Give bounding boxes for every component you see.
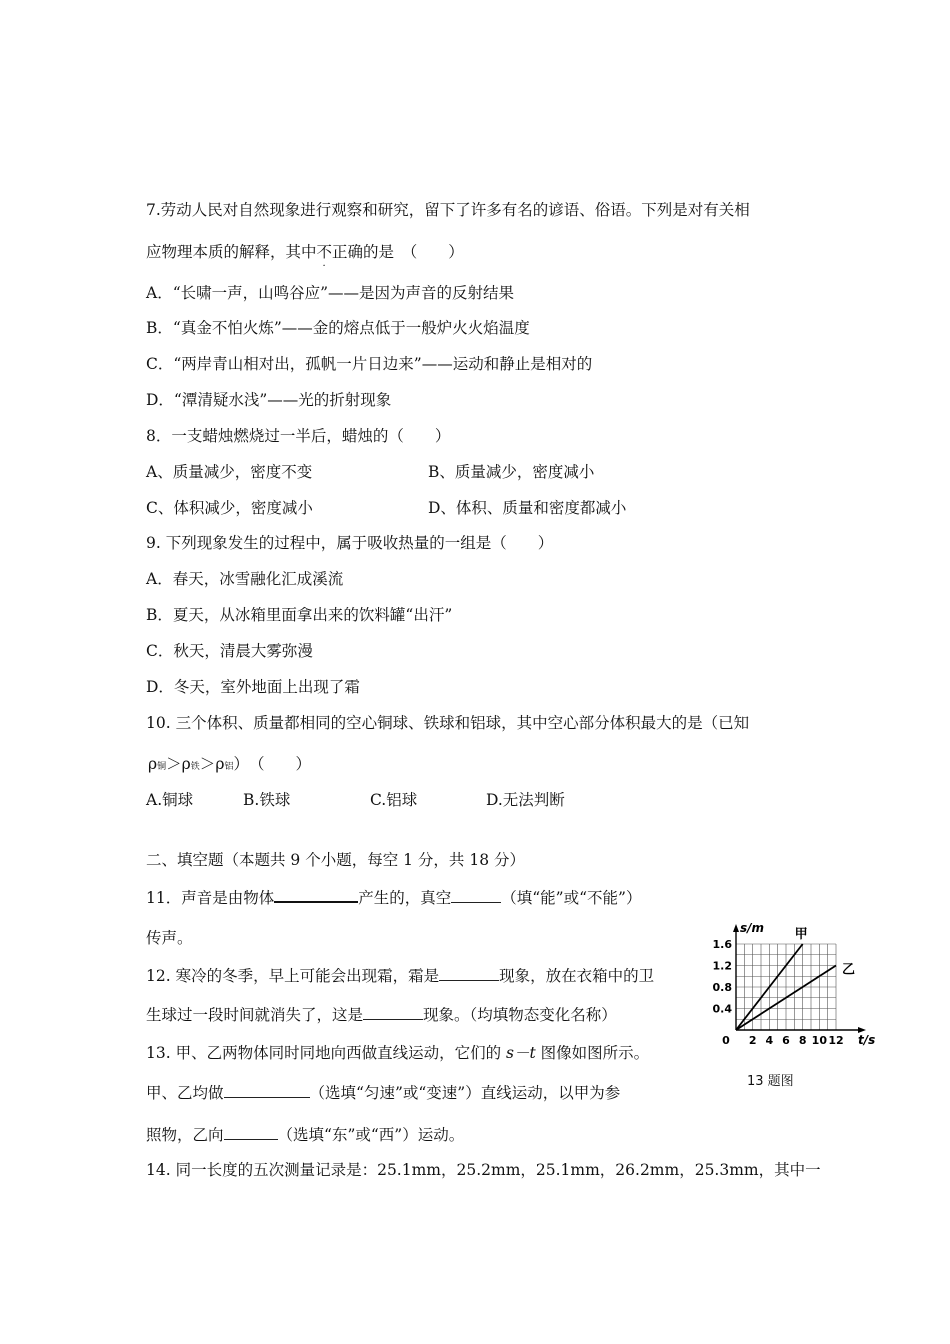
q10-option-c: C.铝球 <box>370 791 418 809</box>
y-tick-label: 1.2 <box>712 959 732 973</box>
q8-option-a: A、质量减少，密度不变 <box>146 463 313 481</box>
answer-blank[interactable] <box>439 965 499 981</box>
answer-blank[interactable] <box>224 1082 310 1098</box>
y-axis-arrow <box>733 924 739 932</box>
q13-text-d: （选填“匀速”或“变速”）直线运动，以甲为参 <box>309 1084 621 1102</box>
x-tick-label: 12 <box>828 1034 844 1047</box>
emphasized-word: 不 <box>316 243 333 261</box>
q12-text-b: 现象，放在衣箱中的卫 <box>499 967 655 985</box>
series-label-jia: 甲 <box>794 927 808 942</box>
section-heading: 二、填空题（本题共 9 个小题，每空 1 分，共 18 分） <box>146 851 526 869</box>
rho-subscript-aluminum: 铝 <box>224 762 234 772</box>
q12-line2 <box>146 1004 617 1025</box>
q11-text-b: 产生的，真空 <box>358 889 452 907</box>
q7-option-a: A．“长啸一声，山鸣谷应”——是因为声音的反射结果 <box>146 284 515 302</box>
graph-grid <box>736 944 836 1030</box>
origin-label: 0 <box>722 1034 730 1047</box>
q11-line2: 传声。 <box>146 929 193 947</box>
emphasis-dot: · <box>322 261 326 272</box>
y-tick-label: 0.4 <box>712 1002 732 1016</box>
y-axis-label: s/m <box>740 921 765 935</box>
q9-option-d: D．冬天，室外地面上出现了霜 <box>146 678 360 696</box>
q8-option-b: B、质量减少，密度减小 <box>428 463 595 481</box>
q7-stem-line1: 7.劳动人民对自然现象进行观察和研究，留下了许多有名的谚语、俗语。下列是对有关相 <box>146 201 750 219</box>
q13-line3 <box>146 1124 464 1145</box>
greater-than: ＞ <box>199 755 216 773</box>
q8-option-d: D、体积、质量和密度都减小 <box>428 499 627 517</box>
q7-stem-text: 应物理本质的解释，其中 <box>146 243 317 261</box>
x-tick-label: 2 <box>748 1034 757 1047</box>
rho-symbol: ρ <box>181 755 191 773</box>
q11-text-a: 11．声音是由物体 <box>146 889 275 907</box>
answer-blank[interactable] <box>224 1124 278 1140</box>
q10-density-relation <box>148 754 311 777</box>
emphasis-dot-text <box>316 243 333 272</box>
q10-stem-line1: 10. 三个体积、质量都相同的空心铜球、铁球和铝球，其中空心部分体积最大的是（已知 <box>146 714 750 732</box>
q10-answer-paren: ） （ ） <box>233 755 311 773</box>
y-tick-label: 0.8 <box>712 981 732 994</box>
q13-text-e: 照物，乙向 <box>146 1126 224 1144</box>
q7-stem-line2 <box>146 242 464 272</box>
answer-blank[interactable] <box>451 887 501 903</box>
x-tick-label: 8 <box>798 1034 807 1047</box>
q9-option-a: A．春天，冰雪融化汇成溪流 <box>146 570 344 588</box>
q9-option-c: C．秋天，清晨大雾弥漫 <box>146 642 313 660</box>
q13-line1 <box>146 1043 649 1063</box>
q12-line1 <box>146 965 654 986</box>
q10-option-b: B.铁球 <box>243 791 291 809</box>
q13-text-c: 甲、乙均做 <box>146 1084 224 1102</box>
x-axis-label: t/s <box>858 1033 876 1047</box>
q14-line1: 14. 同一长度的五次测量记录是：25.1mm，25.2mm，25.1mm，26.2mm，25.3mm，其中一 <box>146 1161 821 1179</box>
q12-text-c: 生球过一段时间就消失了，这是 <box>146 1006 364 1024</box>
s-t-graph <box>700 900 880 1068</box>
x-tick-label: 10 <box>811 1034 827 1047</box>
q11-text-c: （填“能”或“不能”） <box>501 889 642 907</box>
q9-stem: 9. 下列现象发生的过程中，属于吸收热量的一组是（ ） <box>146 534 554 552</box>
q13-line2 <box>146 1082 620 1103</box>
y-tick-label: 1.6 <box>712 938 732 951</box>
answer-blank[interactable] <box>363 1004 423 1020</box>
figure-caption: 13 题图 <box>747 1074 794 1089</box>
answer-blank[interactable] <box>274 886 358 903</box>
q7-stem-paren: 正确的是 （ ） <box>332 243 464 261</box>
q10-option-d: D.无法判断 <box>486 791 565 809</box>
rho-symbol: ρ <box>148 755 158 773</box>
q13-text-f: （选填“东”或“西”）运动。 <box>277 1126 465 1144</box>
q12-text-d: 现象。（均填物态变化名称） <box>423 1006 617 1024</box>
rho-symbol: ρ <box>215 755 225 773</box>
q10-option-a: A.铜球 <box>146 791 194 809</box>
q12-text-a: 12. 寒冷的冬季，早上可能会出现霜，霜是 <box>146 967 440 985</box>
q9-option-b: B．夏天，从冰箱里面拿出来的饮料罐“出汗” <box>146 606 453 624</box>
q7-option-b: B．“真金不怕火炼”——金的熔点低于一般炉火火焰温度 <box>146 319 530 337</box>
q7-option-d: D．“潭清疑水浅”——光的折射现象 <box>146 391 392 409</box>
q7-option-c: C．“两岸青山相对出，孤帆一片日边来”——运动和静止是相对的 <box>146 355 593 373</box>
q8-stem: 8．一支蜡烛燃烧过一半后，蜡烛的（ ） <box>146 427 451 445</box>
x-tick-label: 4 <box>765 1034 774 1047</box>
q13-text-b: 图像如图所示。 <box>535 1044 650 1062</box>
x-tick-label: 6 <box>782 1034 790 1047</box>
greater-than: ＞ <box>166 755 182 773</box>
q13-text-a: 13. 甲、乙两物体同时同地向西做直线运动，它们的 <box>146 1044 507 1062</box>
s-t-symbol: s－t <box>506 1044 536 1062</box>
rho-subscript-copper: 铜 <box>157 762 167 772</box>
series-label-yi: 乙 <box>842 962 856 978</box>
rho-subscript-iron: 铁 <box>190 762 200 772</box>
q11-line1 <box>146 886 641 908</box>
q8-option-c: C、体积减少，密度减小 <box>146 499 313 517</box>
